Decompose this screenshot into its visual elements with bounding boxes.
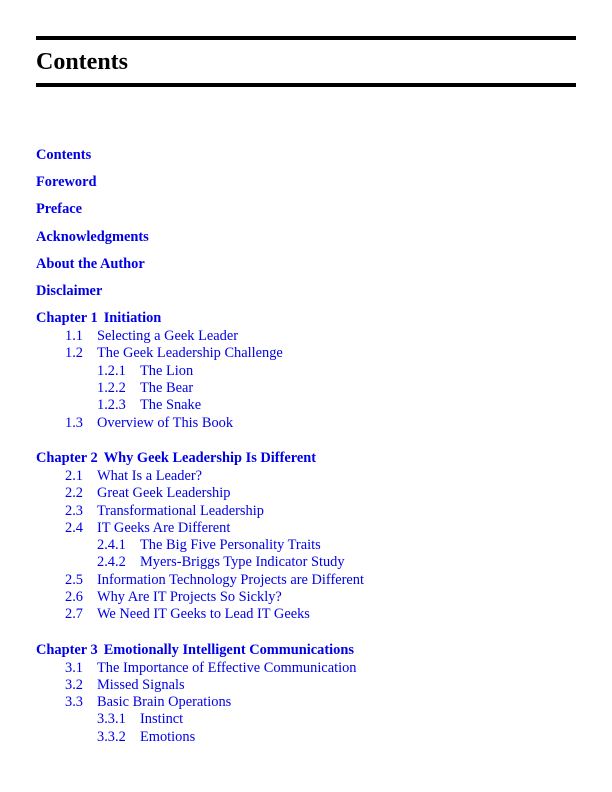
chapter-section xyxy=(36,309,576,432)
table-of-contents xyxy=(36,146,576,763)
chapter-section xyxy=(36,641,576,746)
section-number: 1.3 xyxy=(65,414,83,431)
toc-link-contents[interactable]: Contents xyxy=(36,147,92,163)
section-number: 2.4 xyxy=(65,519,83,536)
section-number: 2.7 xyxy=(65,606,83,623)
chapter-list xyxy=(36,309,576,746)
toc-subsection-link[interactable] xyxy=(36,554,576,571)
section-number: 1.2.2 xyxy=(97,380,126,397)
toc-section-link[interactable] xyxy=(36,660,576,677)
section-title: Overview of This Book xyxy=(97,414,234,431)
section-title: The Geek Leadership Challenge xyxy=(97,345,283,362)
section-title: The Importance of Effective Communication xyxy=(97,659,357,676)
section-title: What Is a Leader? xyxy=(97,467,203,484)
section-title: The Big Five Personality Traits xyxy=(140,537,321,554)
section-title: The Bear xyxy=(140,380,194,397)
toc-section-link[interactable] xyxy=(36,503,576,520)
toc-link-disclaimer[interactable]: Disclaimer xyxy=(36,282,103,299)
section-number: 3.1 xyxy=(65,659,83,676)
section-number: 3.2 xyxy=(65,676,83,693)
toc-subsection-link[interactable] xyxy=(36,537,576,554)
section-number: 2.6 xyxy=(65,588,83,605)
section-number: 3.3.1 xyxy=(97,711,126,728)
toc-section-link[interactable] xyxy=(36,572,576,589)
chapter-title: Emotionally Intelligent Communications xyxy=(103,641,354,658)
chapter-title: Initiation xyxy=(103,310,162,327)
section-title: Great Geek Leadership xyxy=(97,485,231,502)
toc-section-link[interactable] xyxy=(36,415,576,432)
section-title: Missed Signals xyxy=(97,676,185,693)
section-number: 1.2.3 xyxy=(97,397,126,414)
chapter-number: Chapter 1 xyxy=(36,310,98,327)
chapter-number: Chapter 3 xyxy=(36,641,98,658)
toc-section-link[interactable] xyxy=(36,485,576,502)
section-number: 1.1 xyxy=(65,328,83,345)
section-title: The Lion xyxy=(140,362,194,379)
chapter-heading-link[interactable] xyxy=(36,641,576,659)
section-title: We Need IT Geeks to Lead IT Geeks xyxy=(97,606,310,623)
section-title: Emotions xyxy=(140,728,196,745)
section-title: Selecting a Geek Leader xyxy=(97,328,239,345)
toc-section-link[interactable] xyxy=(36,589,576,606)
toc-section-link[interactable] xyxy=(36,520,576,537)
toc-section-link[interactable] xyxy=(36,677,576,694)
chapter-number: Chapter 2 xyxy=(36,449,98,466)
toc-subsection-link[interactable] xyxy=(36,380,576,397)
chapter-heading-link[interactable] xyxy=(36,449,576,467)
section-number: 3.3 xyxy=(65,694,83,711)
toc-subsection-link[interactable] xyxy=(36,397,576,414)
toc-subsection-link[interactable] xyxy=(36,729,576,746)
section-title: Information Technology Projects are Different xyxy=(97,571,364,588)
toc-subsection-link[interactable] xyxy=(36,363,576,380)
section-number: 2.3 xyxy=(65,502,83,519)
chapter-section xyxy=(36,449,576,624)
section-title: Basic Brain Operations xyxy=(97,694,232,711)
section-number: 2.4.2 xyxy=(97,554,126,571)
section-number: 1.2.1 xyxy=(97,362,126,379)
front-matter-list xyxy=(36,146,576,300)
toc-subsection-link[interactable] xyxy=(36,711,576,728)
section-number: 1.2 xyxy=(65,345,83,362)
page-title: Contents xyxy=(36,49,129,75)
toc-section-link[interactable] xyxy=(36,328,576,345)
chapter-title: Why Geek Leadership Is Different xyxy=(103,449,317,466)
toc-link-acknowledgments[interactable]: Acknowledgments xyxy=(36,228,149,245)
section-number: 2.1 xyxy=(65,467,83,484)
section-title: Transformational Leadership xyxy=(97,502,264,519)
section-number: 2.4.1 xyxy=(97,537,126,554)
toc-section-link[interactable] xyxy=(36,694,576,711)
section-number: 2.2 xyxy=(65,485,83,502)
toc-link-preface[interactable]: Preface xyxy=(36,201,83,218)
chapter-heading-link[interactable] xyxy=(36,309,576,327)
bottom-rule xyxy=(36,83,576,87)
section-title: The Snake xyxy=(140,397,202,414)
section-title: Instinct xyxy=(140,711,184,728)
section-number: 2.5 xyxy=(65,571,83,588)
section-title: Myers-Briggs Type Indicator Study xyxy=(140,554,345,571)
section-title: IT Geeks Are Different xyxy=(97,519,231,536)
toc-section-link[interactable] xyxy=(36,345,576,362)
section-number: 3.3.2 xyxy=(97,728,126,745)
top-rule xyxy=(36,36,576,40)
toc-link-foreword[interactable]: Foreword xyxy=(36,174,97,191)
toc-section-link[interactable] xyxy=(36,468,576,485)
toc-section-link[interactable] xyxy=(36,606,576,623)
section-title: Why Are IT Projects So Sickly? xyxy=(97,588,282,605)
toc-link-about-the-author[interactable]: About the Author xyxy=(36,255,145,272)
